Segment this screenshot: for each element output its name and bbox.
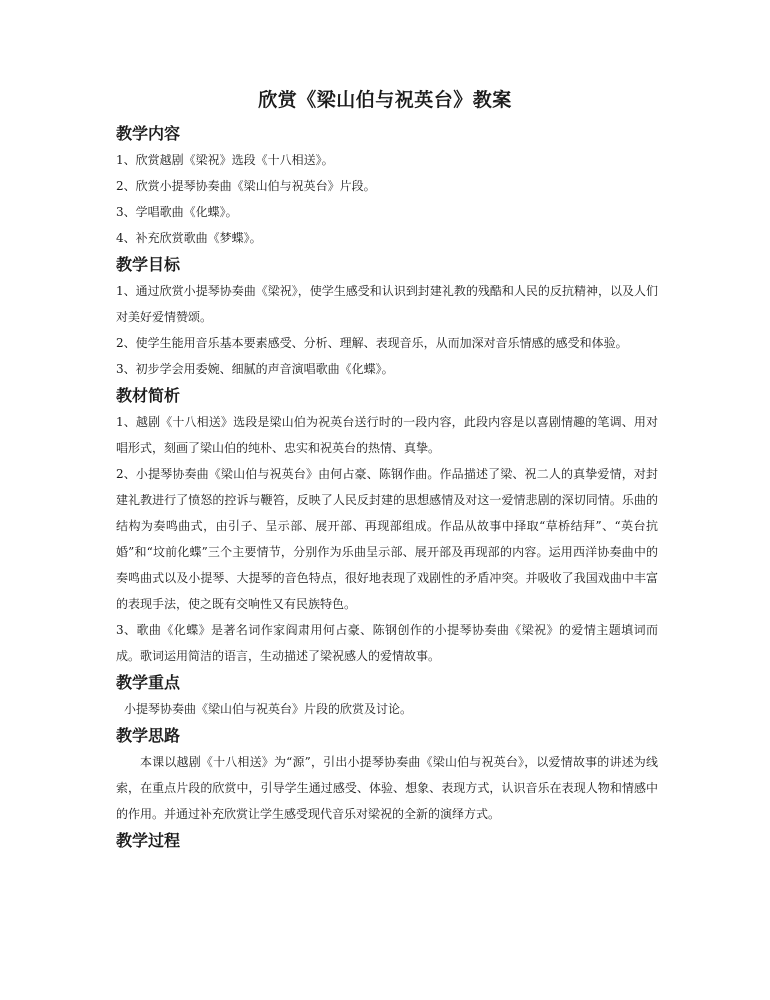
section-heading: 教材简析 — [116, 386, 181, 405]
document-body — [116, 120, 658, 854]
paragraph: 2、欣赏小提琴协奏曲《梁山伯与祝英台》片段。 — [116, 179, 376, 193]
section-teaching-goals — [116, 251, 658, 382]
document-title: 欣赏《梁山伯与祝英台》教案 — [258, 89, 512, 111]
section-heading: 教学目标 — [116, 255, 181, 274]
section-material-analysis — [116, 382, 658, 669]
paragraph: 本课以越剧《十八相送》为“源”，引出小提琴协奏曲《梁山伯与祝英台》，以爱情故事的讲述为线索，在重点片段的欣赏中，引导学生通过感受、体验、想象、表现方式，认识音乐在表现人物和情感中的作用。并通过补充欣赏让学生感受现代音乐对梁祝的全新的演绎方式。 — [116, 755, 658, 821]
section-heading: 教学过程 — [116, 831, 181, 850]
section-heading: 教学内容 — [116, 124, 181, 143]
paragraph: 1、欣赏越剧《梁祝》选段《十八相送》。 — [116, 153, 334, 167]
paragraph: 2、使学生能用音乐基本要素感受、分析、理解、表现音乐，从而加深对音乐情感的感受和体验。 — [116, 336, 628, 350]
paragraph: 3、初步学会用委婉、细腻的声音演唱歌曲《化蝶》。 — [116, 362, 394, 376]
section-heading: 教学重点 — [116, 673, 181, 692]
section-teaching-approach — [116, 722, 658, 827]
section-heading: 教学思路 — [116, 726, 181, 745]
section-teaching-focus — [116, 669, 658, 722]
paragraph: 3、学唱歌曲《化蝶》。 — [116, 205, 238, 219]
paragraph: 1、通过欣赏小提琴协奏曲《梁祝》，使学生感受和认识到封建礼教的残酷和人民的反抗精神，以及人们对美好爱情赞颂。 — [116, 284, 658, 324]
paragraph: 4、补充欣赏歌曲《梦蝶》。 — [116, 231, 262, 245]
paragraph: 3、歌曲《化蝶》是著名词作家阎肃用何占豪、陈钢创作的小提琴协奏曲《梁祝》的爱情主题填词而成。歌词运用简洁的语言，生动描述了梁祝感人的爱情故事。 — [116, 623, 658, 663]
section-teaching-process — [116, 827, 658, 854]
paragraph: 小提琴协奏曲《梁山伯与祝英台》片段的欣赏及讨论。 — [124, 702, 413, 716]
section-teaching-content — [116, 120, 658, 251]
paragraph: 2、小提琴协奏曲《梁山伯与祝英台》由何占豪、陈钢作曲。作品描述了梁、祝二人的真挚爱情，对封建礼教进行了愤怒的控诉与鞭笞，反映了人民反封建的思想感情及对这一爱情悲剧的深切同情。乐曲的结构为奏鸣曲式，由引子、呈示部、展开部、再现部组成。作品从故事中择取“草桥结拜”、“英台抗婚”和“坟前化蝶”三个主要情节，分别作为乐曲呈示部、展开部及再现部的内容。运用西洋协奏曲中的奏鸣曲式以及小提琴、大提琴的音色特点，很好地表现了戏剧性的矛盾冲突。并吸收了我国戏曲中丰富的表现手法，使之既有交响性又有民族特色。 — [116, 467, 658, 611]
paragraph: 1、越剧《十八相送》选段是梁山伯为祝英台送行时的一段内容，此段内容是以喜剧情趣的笔调、用对唱形式，刻画了梁山伯的纯朴、忠实和祝英台的热情、真挚。 — [116, 415, 658, 455]
